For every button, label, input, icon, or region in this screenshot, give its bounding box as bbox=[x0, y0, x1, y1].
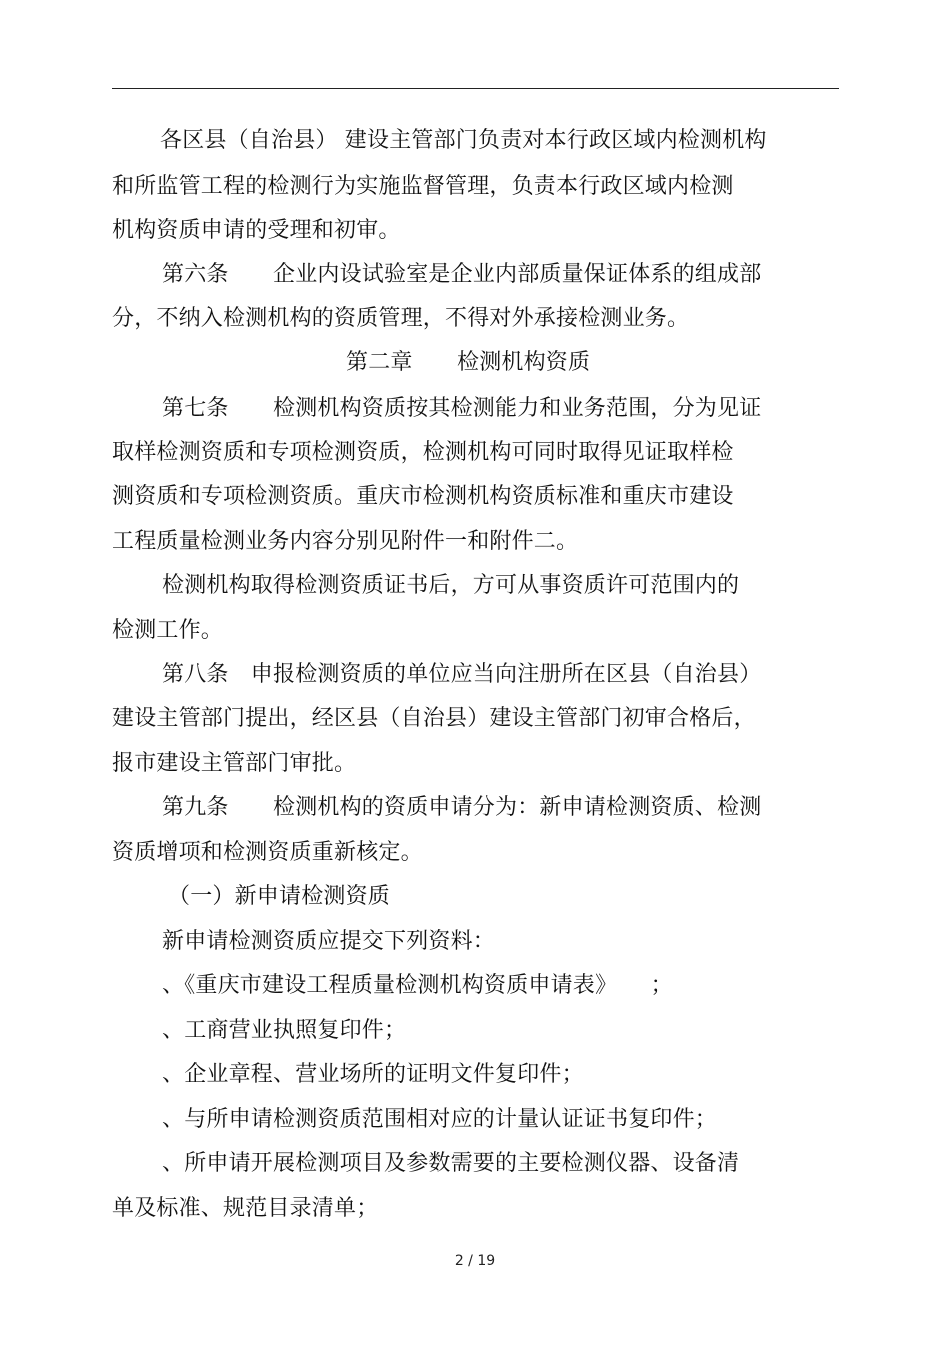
text-line: 新申请检测资质应提交下列资料： bbox=[162, 929, 496, 954]
list-item: 、《重庆市建设工程质量检测机构资质申请表》 ； bbox=[162, 973, 673, 998]
list-item: 、工商营业执照复印件； bbox=[162, 1018, 407, 1043]
section-heading: （一）新申请检测资质 bbox=[168, 884, 391, 909]
text-line: 和所监管工程的检测行为实施监督管理，负责本行政区域内检测 bbox=[112, 174, 734, 199]
chapter-title: 第二章 检测机构资质 bbox=[346, 350, 591, 375]
text-line: 检测工作。 bbox=[112, 618, 224, 643]
article-heading: 第七条 检测机构资质按其检测能力和业务范围，分为见证 bbox=[162, 396, 762, 421]
text-line: 单及标准、规范目录清单； bbox=[112, 1196, 379, 1221]
text-line: 测资质和专项检测资质。重庆市检测机构资质标准和重庆市建设 bbox=[112, 484, 734, 509]
article-heading: 第六条 企业内设试验室是企业内部质量保证体系的组成部 bbox=[162, 262, 762, 287]
article-heading: 第九条 检测机构的资质申请分为：新申请检测资质、检测 bbox=[162, 795, 762, 820]
text-line: 工程质量检测业务内容分别见附件一和附件二。 bbox=[112, 529, 579, 554]
text-line: 各区县（自治县） 建设主管部门负责对本行政区域内检测机构 bbox=[160, 128, 767, 153]
text-line: 取样检测资质和专项检测资质，检测机构可同时取得见证取样检 bbox=[112, 440, 734, 465]
list-item: 、所申请开展检测项目及参数需要的主要检测仪器、设备清 bbox=[162, 1151, 740, 1176]
header-rule bbox=[112, 88, 839, 89]
text-line: 机构资质申请的受理和初审。 bbox=[112, 218, 401, 243]
text-line: 分，不纳入检测机构的资质管理，不得对外承接检测业务。 bbox=[112, 306, 690, 331]
page-number: 2 / 19 bbox=[454, 1253, 496, 1269]
text-line: 资质增项和检测资质重新核定。 bbox=[112, 840, 423, 865]
text-line: 报市建设主管部门审批。 bbox=[112, 751, 357, 776]
list-item: 、企业章程、营业场所的证明文件复印件； bbox=[162, 1062, 584, 1087]
list-item: 、与所申请检测资质范围相对应的计量认证证书复印件； bbox=[162, 1107, 718, 1132]
text-line: 检测机构取得检测资质证书后，方可从事资质许可范围内的 bbox=[162, 573, 740, 598]
article-heading: 第八条 申报检测资质的单位应当向注册所在区县（自治县） bbox=[162, 662, 762, 687]
text-line: 建设主管部门提出，经区县（自治县）建设主管部门初审合格后， bbox=[112, 706, 756, 731]
